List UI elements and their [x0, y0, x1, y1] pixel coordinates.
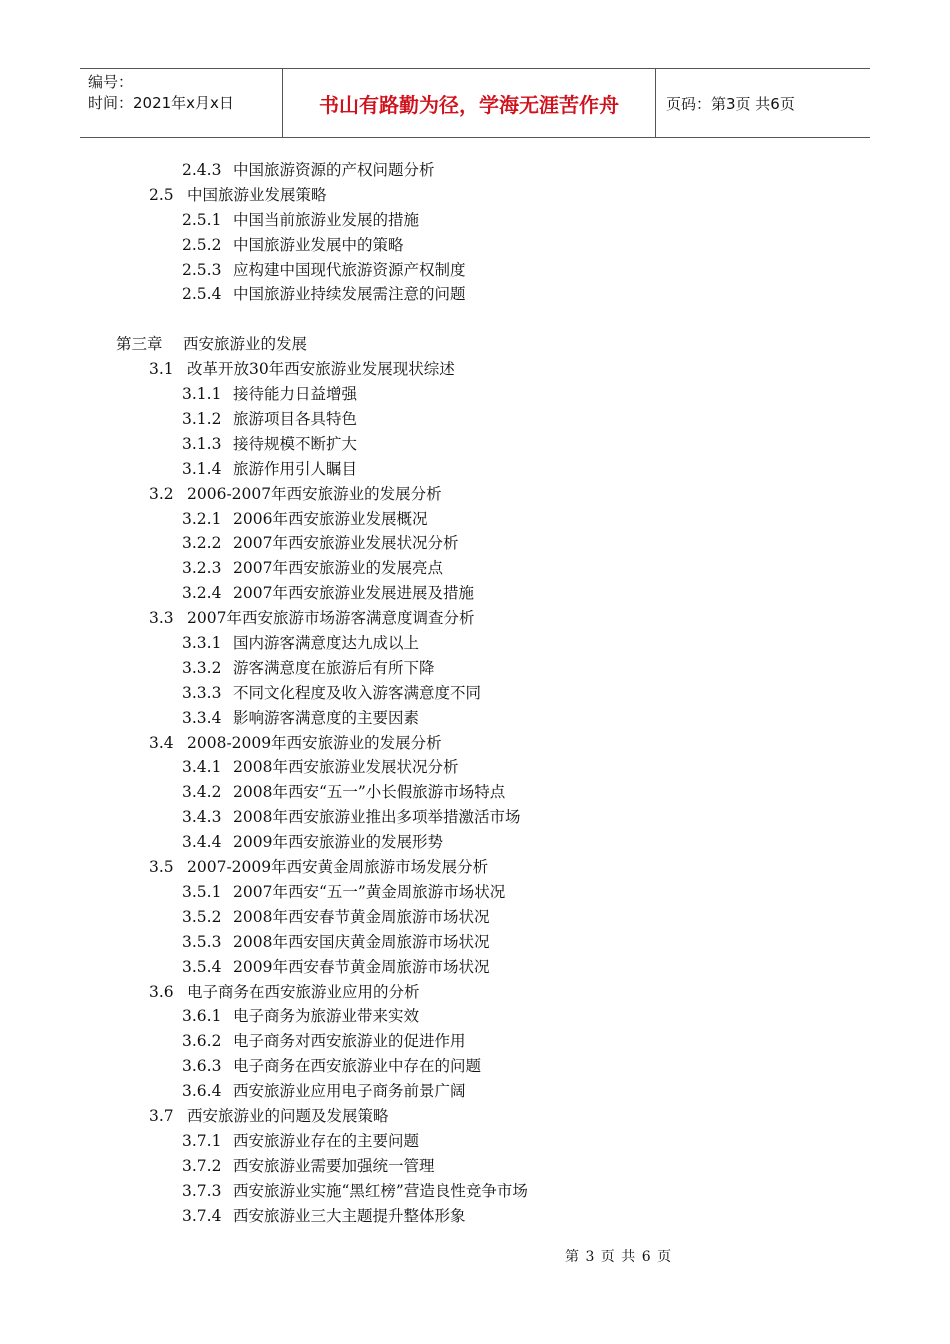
- toc-entry: [0, 755, 950, 780]
- toc-entry: [0, 556, 950, 581]
- toc-entry-title: 2009年西安春节黄金周旅游市场状况: [233, 957, 490, 976]
- toc-entry-number: 3.3.3: [182, 683, 222, 702]
- toc-entry-title: 2007年西安旅游业发展进展及措施: [233, 584, 474, 603]
- toc-entry-title: 改革开放30年西安旅游业发展现状综述: [187, 360, 455, 379]
- toc-entry-title: 中国旅游业发展中的策略: [233, 235, 404, 254]
- toc-entry: [0, 955, 950, 980]
- toc-entry-title: 2006年西安旅游业发展概况: [233, 509, 428, 528]
- toc-entry-title: 影响游客满意度的主要因素: [233, 708, 420, 727]
- toc-entry-number: 3.1.2: [182, 410, 222, 429]
- toc-entry-title: 中国旅游业发展策略: [187, 185, 327, 204]
- toc-entry-number: 3.7.3: [182, 1181, 222, 1200]
- toc-entry-number: 3.4.2: [182, 783, 222, 802]
- toc-entry: [0, 1179, 950, 1204]
- toc-entry: [0, 233, 950, 258]
- page-footer: 第 3 页 共 6 页: [565, 1249, 673, 1265]
- toc-entry-number: 3.7.2: [182, 1156, 222, 1175]
- toc-entry-number: 3.5.1: [182, 882, 222, 901]
- toc-entry-number: 3.7: [149, 1106, 174, 1125]
- toc-entry-number: 3.5.4: [182, 957, 222, 976]
- header-meta: [80, 69, 283, 137]
- toc-entry: [0, 1004, 950, 1029]
- toc-entry-title: 电子商务在西安旅游业中存在的问题: [233, 1057, 482, 1076]
- toc-entry-title: 2007年西安“五一”黄金周旅游市场状况: [233, 882, 506, 901]
- header-page-info: 页码：第3页 共6页: [666, 94, 795, 113]
- toc-entry-title: 2008年西安“五一”小长假旅游市场特点: [233, 783, 506, 802]
- toc-entry-title: 电子商务在西安旅游业应用的分析: [187, 982, 420, 1001]
- toc-entry-title: 2007-2009年西安黄金周旅游市场发展分析: [187, 858, 489, 877]
- toc-entry: [0, 980, 950, 1005]
- toc-entry: [0, 1029, 950, 1054]
- toc-entry: [0, 805, 950, 830]
- toc-entry: [0, 1079, 950, 1104]
- toc-entry-title: 中国旅游业持续发展需注意的问题: [233, 285, 466, 304]
- toc-entry: [0, 531, 950, 556]
- toc-entry: [0, 457, 950, 482]
- toc-entry: [0, 1129, 950, 1154]
- toc-entry: [0, 905, 950, 930]
- toc-entry: [0, 432, 950, 457]
- toc-entry-title: 西安旅游业实施“黑红榜”营造良性竞争市场: [233, 1181, 528, 1200]
- toc-entry: [0, 581, 950, 606]
- toc-entry-number: 3.7.1: [182, 1131, 222, 1150]
- toc-entry-number: 3.2.4: [182, 584, 222, 603]
- toc-entry: [0, 258, 950, 283]
- table-of-contents: [0, 158, 950, 1228]
- toc-entry-title: 不同文化程度及收入游客满意度不同: [233, 683, 482, 702]
- toc-entry: [0, 1204, 950, 1229]
- toc-entry-number: 2.5.1: [182, 210, 222, 229]
- toc-entry-title: 2007年西安旅游业的发展亮点: [233, 559, 443, 578]
- toc-entry-title: 旅游作用引人瞩目: [233, 459, 358, 478]
- toc-entry-number: 3.1.3: [182, 434, 222, 453]
- toc-entry: [0, 731, 950, 756]
- toc-entry-number: 3.1.1: [182, 385, 222, 404]
- toc-entry: [0, 830, 950, 855]
- toc-entry: [0, 507, 950, 532]
- toc-entry-title: 2008-2009年西安旅游业的发展分析: [187, 733, 442, 752]
- toc-entry-number: 3.2: [149, 484, 174, 503]
- toc-entry-number: 3.6.1: [182, 1007, 222, 1026]
- toc-entry: [0, 880, 950, 905]
- toc-entry-title: 中国当前旅游业发展的措施: [233, 210, 420, 229]
- toc-entry-title: 西安旅游业需要加强统一管理: [233, 1156, 435, 1175]
- toc-entry-number: 2.5: [149, 185, 174, 204]
- toc-entry-number: 3.1.4: [182, 459, 222, 478]
- toc-entry-title: 中国旅游资源的产权问题分析: [233, 161, 435, 179]
- toc-entry-title: 西安旅游业三大主题提升整体形象: [233, 1206, 466, 1225]
- toc-entry-number: 2.5.4: [182, 285, 222, 304]
- toc-entry-number: 3.5.3: [182, 932, 222, 951]
- toc-entry: [0, 631, 950, 656]
- page-header: [80, 68, 870, 138]
- toc-entry-title: 西安旅游业的发展: [183, 335, 308, 354]
- toc-entry-number: 3.3.4: [182, 708, 222, 727]
- toc-entry-title: 2007年西安旅游市场游客满意度调查分析: [187, 609, 475, 628]
- toc-entry-number: 第三章: [116, 335, 163, 354]
- toc-entry-number: 3.1: [149, 360, 174, 379]
- toc-entry: [0, 1104, 950, 1129]
- header-motto: 书山有路勤为径，学海无涯苦作舟: [283, 69, 656, 137]
- toc-entry-title: 2008年西安国庆黄金周旅游市场状况: [233, 932, 490, 951]
- toc-entry-number: 3.7.4: [182, 1206, 222, 1225]
- toc-entry-number: 3.6.2: [182, 1032, 222, 1051]
- toc-entry: [0, 656, 950, 681]
- toc-entry-number: 2.4.3: [182, 161, 222, 179]
- toc-entry: [0, 332, 950, 357]
- toc-entry-number: 3.2.2: [182, 534, 222, 553]
- toc-entry-number: 3.5: [149, 858, 174, 877]
- toc-entry: [0, 382, 950, 407]
- toc-entry-number: 3.2.1: [182, 509, 222, 528]
- toc-entry: [0, 681, 950, 706]
- toc-entry: [0, 1054, 950, 1079]
- toc-entry-number: 3.6.3: [182, 1057, 222, 1076]
- toc-entry-title: 2008年西安旅游业推出多项举措激活市场: [233, 808, 521, 827]
- toc-entry-number: 3.6.4: [182, 1082, 222, 1101]
- toc-entry-number: 2.5.2: [182, 235, 222, 254]
- toc-entry: [0, 158, 950, 183]
- toc-entry-title: 应构建中国现代旅游资源产权制度: [233, 260, 466, 279]
- toc-entry-number: 3.5.2: [182, 907, 222, 926]
- toc-entry-title: 2009年西安旅游业的发展形势: [233, 833, 443, 852]
- toc-entry: [0, 282, 950, 307]
- toc-entry-title: 游客满意度在旅游后有所下降: [233, 658, 435, 677]
- toc-entry-title: 西安旅游业存在的主要问题: [233, 1131, 420, 1150]
- toc-entry: [0, 183, 950, 208]
- toc-entry-number: 3.4: [149, 733, 174, 752]
- time-label: 时间：2021年x月x日: [88, 94, 234, 112]
- toc-entry: [0, 482, 950, 507]
- code-label: 编号：: [88, 73, 134, 91]
- toc-entry-title: 2008年西安旅游业发展状况分析: [233, 758, 459, 777]
- toc-entry-title: 接待能力日益增强: [233, 385, 358, 404]
- toc-entry-number: 2.5.3: [182, 260, 222, 279]
- toc-entry-title: 电子商务对西安旅游业的促进作用: [233, 1032, 466, 1051]
- toc-entry: [0, 606, 950, 631]
- toc-entry: [0, 780, 950, 805]
- toc-entry: [0, 706, 950, 731]
- toc-entry-title: 电子商务为旅游业带来实效: [233, 1007, 420, 1026]
- toc-entry-number: 3.4.3: [182, 808, 222, 827]
- toc-entry-number: 3.6: [149, 982, 174, 1001]
- toc-entry-number: 3.3: [149, 609, 174, 628]
- toc-entry: [0, 855, 950, 880]
- toc-entry-title: 国内游客满意度达九成以上: [233, 634, 420, 653]
- toc-entry-title: 2006-2007年西安旅游业的发展分析: [187, 484, 442, 503]
- toc-entry-number: 3.4.1: [182, 758, 222, 777]
- toc-entry-number: 3.3.1: [182, 634, 222, 653]
- toc-entry: [0, 208, 950, 233]
- toc-entry: [0, 407, 950, 432]
- toc-entry-title: 西安旅游业应用电子商务前景广阔: [233, 1082, 466, 1101]
- toc-entry-title: 2008年西安春节黄金周旅游市场状况: [233, 907, 490, 926]
- toc-entry-number: 3.3.2: [182, 658, 222, 677]
- toc-entry-number: 3.4.4: [182, 833, 222, 852]
- toc-entry-title: 西安旅游业的问题及发展策略: [187, 1106, 389, 1125]
- toc-entry-number: 3.2.3: [182, 559, 222, 578]
- toc-entry-title: 2007年西安旅游业发展状况分析: [233, 534, 459, 553]
- toc-entry: [0, 357, 950, 382]
- toc-entry: [0, 1154, 950, 1179]
- toc-entry-title: 接待规模不断扩大: [233, 434, 358, 453]
- toc-entry: [0, 930, 950, 955]
- toc-entry-title: 旅游项目各具特色: [233, 410, 358, 429]
